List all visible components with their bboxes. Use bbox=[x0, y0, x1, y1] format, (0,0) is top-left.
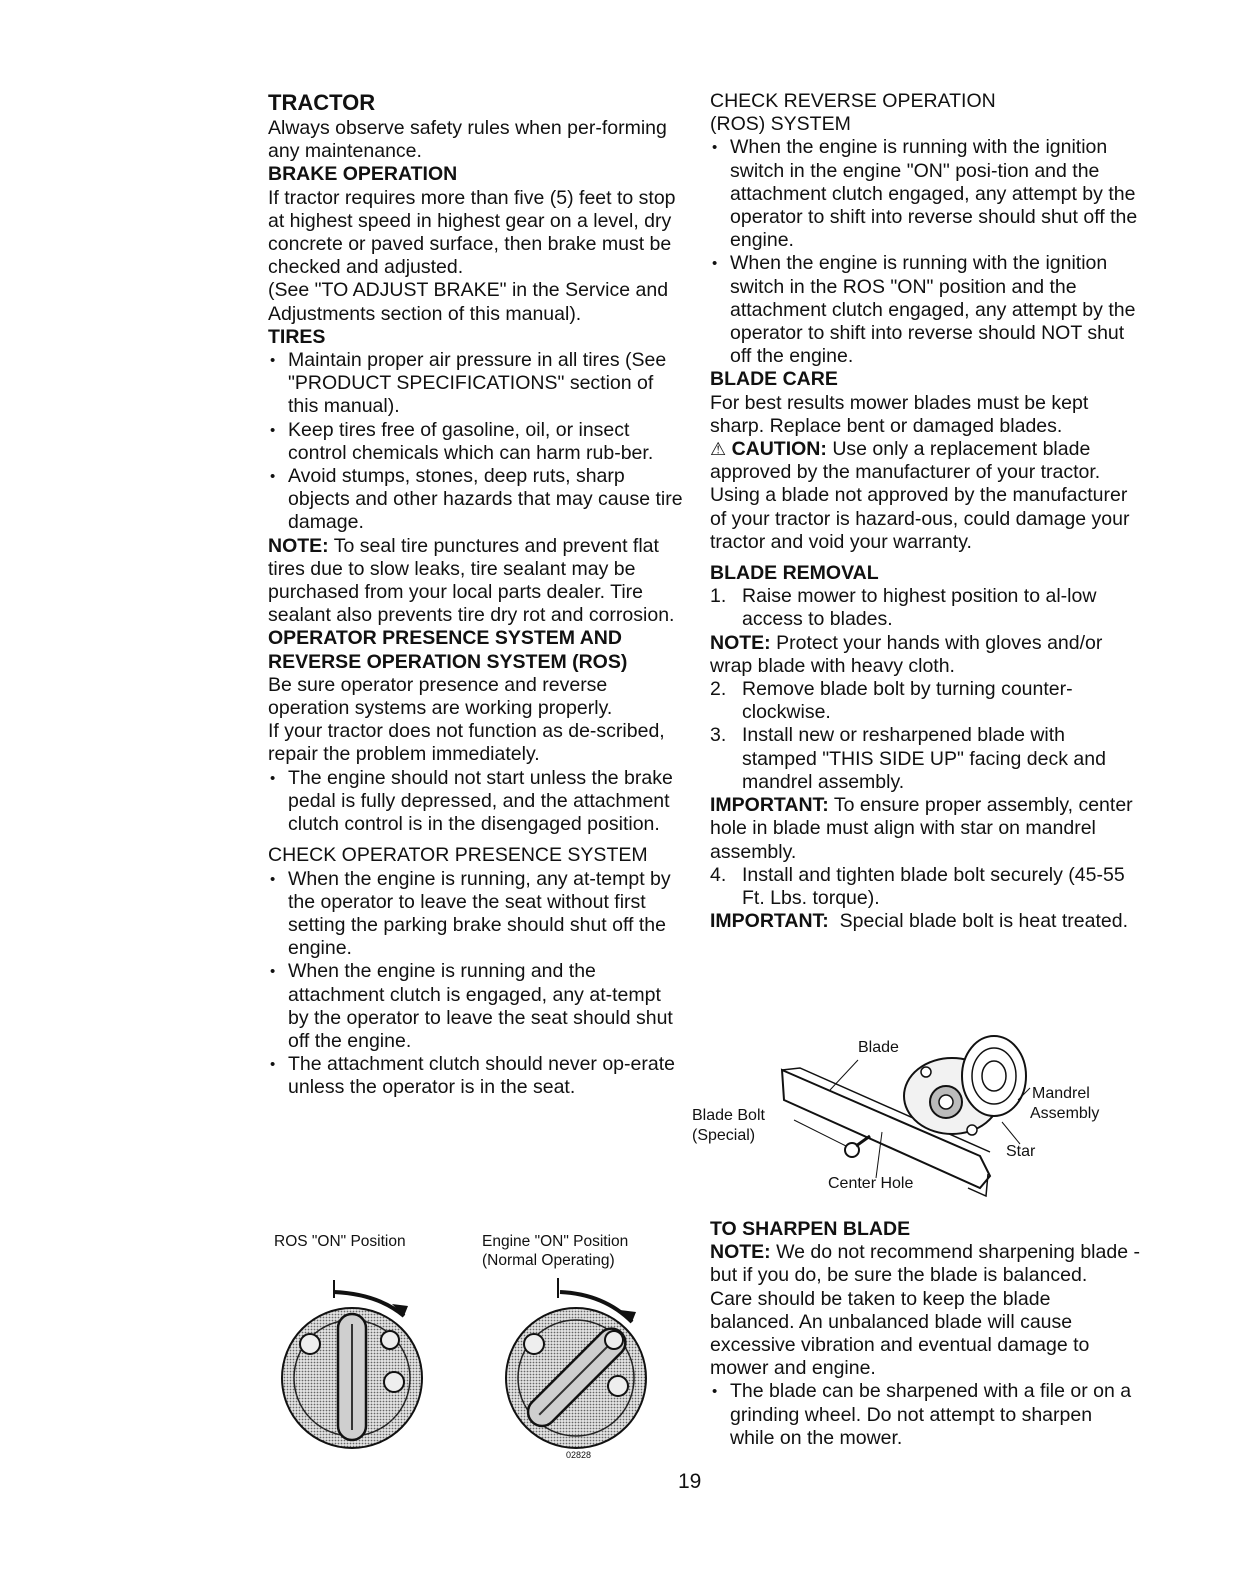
list-item: • Avoid stumps, stones, deep ruts, sharp objects and other hazards that may cause tire damage. bbox=[268, 465, 686, 535]
left-column bbox=[268, 90, 686, 1100]
important-label: IMPORTANT: bbox=[710, 794, 829, 817]
figure-code: 02828 bbox=[566, 1450, 592, 1460]
blade-care-text: For best results mower blades must be kept sharp. Replace bent or damaged blades. bbox=[710, 391, 1089, 437]
list-item: • The attachment clutch should never op-erate unless the operator is in the seat. bbox=[268, 1053, 686, 1099]
step-number: 2. bbox=[710, 678, 727, 701]
blade-removal-steps-2-3 bbox=[710, 678, 1140, 794]
blade-removal-step-1 bbox=[710, 585, 1140, 631]
blade-removal-note bbox=[710, 632, 1140, 678]
warning-icon: ⚠ bbox=[710, 439, 727, 460]
important-text: Special blade bolt is heat treated. bbox=[839, 910, 1128, 933]
step-number: 1. bbox=[710, 585, 727, 608]
ops-text: Be sure operator presence and reverse operation systems are working properly. bbox=[268, 673, 613, 720]
blade-diagram bbox=[690, 1026, 1140, 1208]
step-text: Install new or resharpened blade with stamped "THIS SIDE UP" facing deck and mandrel assembly. bbox=[742, 724, 1106, 793]
ops-text-2: If your tractor does not function as de-scribed, repair the problem immediately. bbox=[268, 720, 665, 766]
diagram-label-blade-bolt: Blade Bolt bbox=[692, 1107, 765, 1124]
sharpen-section bbox=[710, 1218, 1140, 1450]
step-text: Remove blade bolt by turning counter-clockwise. bbox=[742, 678, 1073, 724]
diagram-label-blade: Blade bbox=[858, 1039, 899, 1056]
right-column bbox=[710, 90, 1140, 933]
blade-care-heading: BLADE CARE bbox=[710, 368, 838, 391]
sharpen-heading: TO SHARPEN BLADE bbox=[710, 1218, 911, 1240]
ops-list bbox=[268, 767, 686, 837]
diagram-label-special: (Special) bbox=[692, 1127, 756, 1144]
note-text: To seal tire punctures and prevent flat tires due to slow leaks, tire sealant may be purchased from your local parts dealer. Tire sealant also prevents tire dry rot and corrosion. bbox=[268, 534, 675, 627]
engine-position-sublabel: (Normal Operating) bbox=[482, 1252, 615, 1269]
list-item: • The blade can be sharpened with a file or on a grinding wheel. Do not attempt to sharpen while on the mower. bbox=[710, 1380, 1140, 1450]
blade-assembly-illustration bbox=[690, 1026, 1140, 1208]
tires-heading: TIRES bbox=[268, 325, 326, 348]
check-ops-list bbox=[268, 868, 686, 1100]
check-ros-heading: CHECK REVERSE OPERATION (ROS) SYSTEM bbox=[710, 90, 996, 136]
ros-position-label: ROS "ON" Position bbox=[274, 1233, 406, 1250]
important-text: To ensure proper assembly, center hole in blade must align with star on mandrel assembly. bbox=[710, 794, 1133, 863]
engine-position-label: Engine "ON" Position bbox=[482, 1233, 629, 1250]
page-number: 19 bbox=[678, 1470, 702, 1493]
bolt-icon bbox=[845, 1136, 870, 1157]
note-label: NOTE: bbox=[710, 631, 771, 654]
note-label: NOTE: bbox=[268, 534, 329, 557]
list-item: • When the engine is running with the ignition switch in the engine "ON" posi-tion and the attachment clutch engaged, any attempt by the operator to shift into reverse should shut off the engine. bbox=[710, 136, 1140, 252]
important-2 bbox=[710, 910, 1140, 933]
list-item: • The engine should not start unless the brake pedal is fully depressed, and the attachment clutch control is in the disengaged position. bbox=[268, 767, 686, 837]
tractor-intro: Always observe safety rules when per-forming any maintenance. bbox=[268, 117, 667, 163]
diagram-label-mandrel: Mandrel bbox=[1032, 1085, 1090, 1102]
step-text: Install and tighten blade bolt securely (45-55 Ft. Lbs. torque). bbox=[742, 863, 1125, 909]
diagram-label-star: Star bbox=[1006, 1143, 1036, 1160]
sharpen-note bbox=[710, 1241, 1140, 1287]
ignition-switch-illustration bbox=[268, 1232, 688, 1472]
note-label: NOTE: bbox=[710, 1241, 771, 1264]
tractor-heading: TRACTOR bbox=[268, 90, 376, 115]
note-text: We do not recommend sharpening blade - but if you do, be sure the blade is balanced. bbox=[710, 1241, 1140, 1287]
engine-switch-icon bbox=[506, 1278, 646, 1448]
check-ros-list bbox=[710, 136, 1140, 368]
blade-removal-step-4 bbox=[710, 864, 1140, 910]
brake-text: If tractor requires more than five (5) feet to stop at highest speed in highest gear on a level, dry concrete or paved surface, then brake must be checked and adjusted. bbox=[268, 186, 676, 279]
list-item: • When the engine is running and the attachment clutch is engaged, any at-tempt by the operator to leave the seat should shut off the engine. bbox=[268, 960, 686, 1053]
sharpen-list bbox=[710, 1380, 1140, 1450]
list-item: • When the engine is running, any at-tempt by the operator to leave the seat without first setting the parking brake should shut off the engine. bbox=[268, 868, 686, 961]
diagram-label-assembly: Assembly bbox=[1030, 1105, 1100, 1122]
step-text: Raise mower to highest position to al-low access to blades. bbox=[742, 585, 1097, 631]
ros-switch-icon bbox=[282, 1280, 422, 1448]
tires-note bbox=[268, 535, 686, 628]
blade-removal-heading: BLADE REMOVAL bbox=[710, 562, 879, 585]
important-label: IMPORTANT: bbox=[710, 910, 829, 933]
list-item: • Keep tires free of gasoline, oil, or insect control chemicals which can harm rub-ber. bbox=[268, 419, 686, 465]
caution-body: Use only a replacement blade approved by the manufacturer of your tractor. Using a blade not approved by the manufacturer of your tractor is hazard-ous, could damage your tractor and void your warranty. bbox=[710, 438, 1130, 553]
step-number: 4. bbox=[710, 863, 727, 886]
ignition-figure bbox=[268, 1232, 688, 1472]
sharpen-text: Care should be taken to keep the blade balanced. An unbalanced blade will cause excessive vibration and eventual damage to mower and engine. bbox=[710, 1287, 1090, 1380]
caution-label: CAUTION: bbox=[731, 438, 827, 461]
step-number: 3. bbox=[710, 724, 727, 747]
ops-heading: OPERATOR PRESENCE SYSTEM AND REVERSE OPERATION SYSTEM (ROS) bbox=[268, 627, 628, 673]
diagram-label-center-hole: Center Hole bbox=[828, 1175, 914, 1192]
note-text: Protect your hands with gloves and/or wrap blade with heavy cloth. bbox=[710, 631, 1103, 677]
check-ops-heading: CHECK OPERATOR PRESENCE SYSTEM bbox=[268, 844, 648, 867]
caution-text bbox=[710, 438, 1140, 554]
brake-heading: BRAKE OPERATION bbox=[268, 163, 458, 186]
brake-reference: (See "TO ADJUST BRAKE" in the Service and Adjustments section of this manual). bbox=[268, 279, 669, 325]
list-item: • Maintain proper air pressure in all tires (See "PRODUCT SPECIFICATIONS" section of this manual). bbox=[268, 349, 686, 419]
tires-list bbox=[268, 349, 686, 535]
important-1 bbox=[710, 794, 1140, 864]
list-item: • When the engine is running with the ignition switch in the ROS "ON" position and the attachment clutch engaged, any attempt by the operator to shift into reverse should NOT shut off the engine. bbox=[710, 252, 1140, 368]
